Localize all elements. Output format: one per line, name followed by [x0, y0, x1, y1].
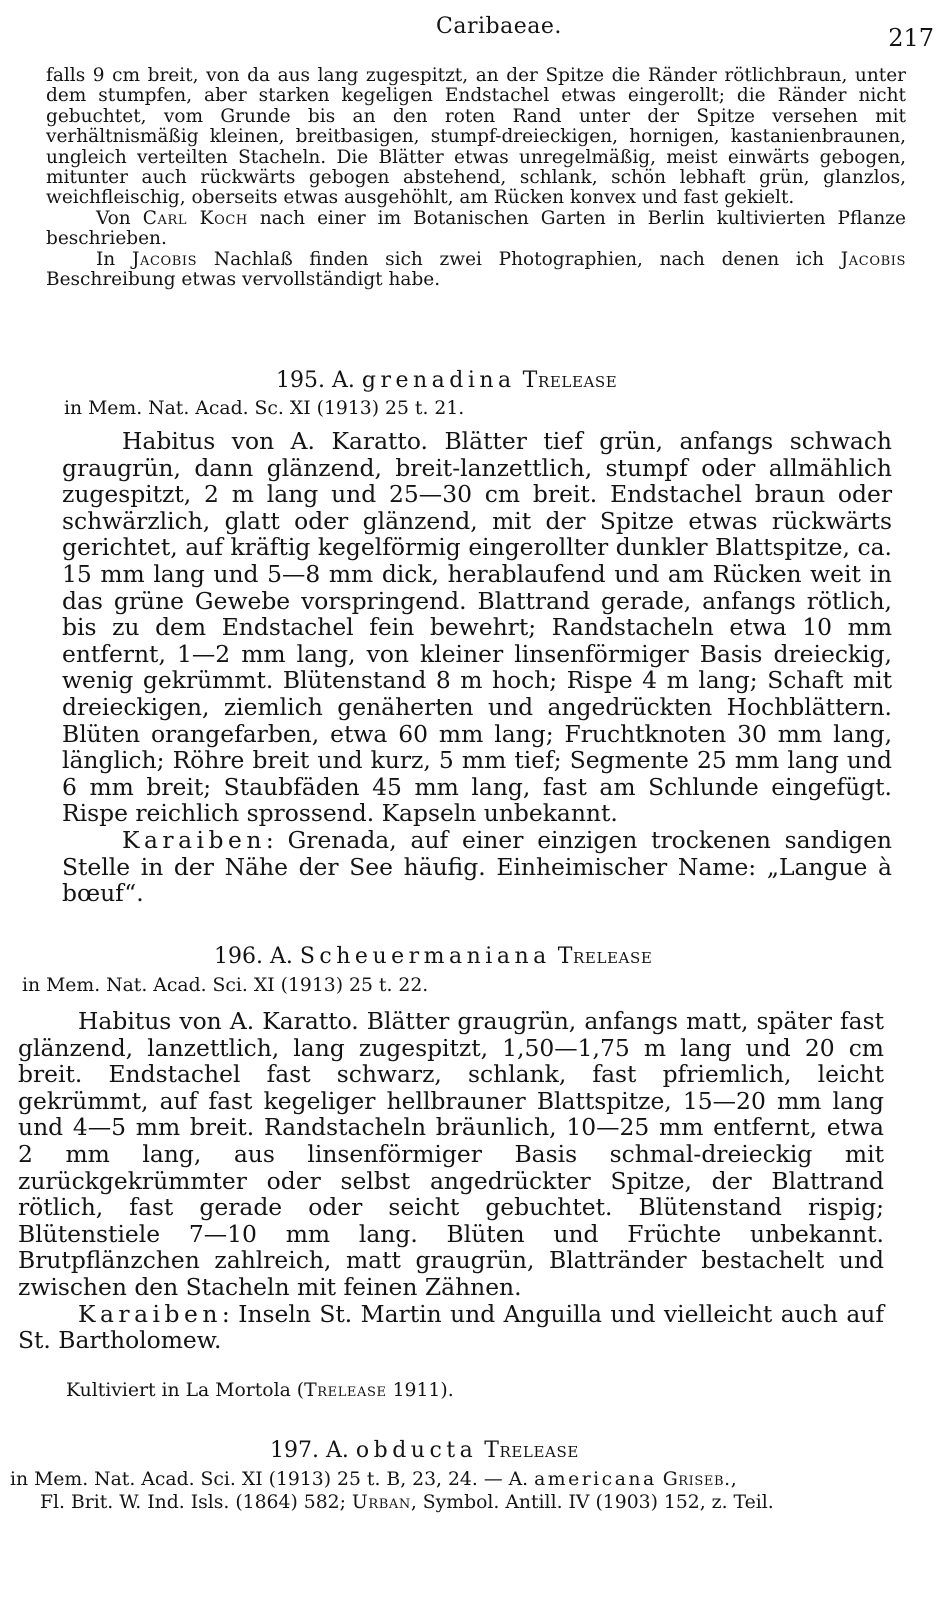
cultivation-note-196 — [66, 1380, 454, 1402]
text-fragment: 1911). — [386, 1380, 454, 1401]
text-fragment: Nachlaß finden sich zwei Photographien, nach denen ich — [197, 248, 841, 270]
text-fragment: Fl. Brit. W. Ind. Isls. (1864) 582; — [40, 1492, 352, 1513]
distribution-text: : Grenada, auf einer einzigen trockenen sandigen Stelle in der Nähe der See häufig. Einheimischer Name: „Langue à bœuf“. — [62, 825, 892, 908]
description-195: Habitus von A. Karatto. Blätter tief grün, anfangs schwach graugrün, dann glänzend, breit-lanzettlich, stumpf oder allmählich zugespitzt, 2 m lang und 25—30 cm breit. Endstachel braun oder schwärzlich, glatt oder glänzend, mit der Spitze etwas rückwärts gerichtet, auf kräftig kegelförmig eingerollter dunkler Blattspitze, ca. 15 mm lang und 5—8 mm dick, herablaufend und am Rücken weit in das grüne Gewebe vorspringend. Blattrand gerade, anfangs rötlich, bis zu dem Endstachel fein bewehrt; Randstacheln etwa 10 mm entfernt, 1—2 mm lang, von kleiner linsenförmiger Basis dreieckig, wenig gekrümmt. Blütenstand 8 m hoch; Rispe 4 m lang; Schaft mit dreieckigen, ziemlich genäherten und angedrückten Hochblättern. Blüten orangefarben, etwa 60 mm lang; Fruchtknoten 30 mm lang, länglich; Röhre breit und kurz, 5 mm tief; Segmente 25 mm lang und 6 mm breit; Staubfäden 45 mm lang, fast am Schlunde eingefügt. Rispe reichlich sprossend. Kapseln unbekannt. — [62, 427, 892, 828]
species-epithet: obducta — [355, 1438, 478, 1463]
text-fragment: in Mem. Nat. Acad. Sci. XI (1913) 25 t. B, 23, 24. — A. — [10, 1469, 535, 1490]
text-fragment: Kultiviert in La Mortola ( — [66, 1380, 305, 1401]
running-head: Caribaeae. — [436, 14, 562, 39]
synonym-epithet: americana — [534, 1469, 657, 1490]
page-number: 217 — [888, 24, 934, 52]
species-epithet: Scheuermaniana — [299, 944, 551, 969]
citation-197-line2 — [40, 1492, 774, 1514]
species-number: 197. A. — [270, 1438, 356, 1463]
species-author: Trelease — [522, 368, 618, 393]
species-number: 196. A. — [214, 944, 300, 969]
author-name: Trelease — [304, 1380, 387, 1401]
text-fragment: In — [96, 248, 132, 270]
source-note-jacobi — [46, 250, 906, 291]
continuation-paragraph: falls 9 cm breit, von da aus lang zugespitzt, an der Spitze die Ränder rötlichbraun, unter dem stumpfen, aber starken kegeligen Endstachel etwas eingerollt; die Ränder nicht gebuchtet, vom Grunde bis an den roten Rand unter der Spitze versehen mit verhältnismäßig kleinen, breitbasigen, stumpf-dreieckigen, hornigen, kastanienbraunen, ungleich verteilten Stacheln. Die Blätter etwas unregelmäßig, meist einwärts gebogen, mitunter auch rückwärts gebogen abstehend, schlank, schön lebhaft grün, glanzlos, weichfleischig, oberseits etwas ausgehöhlt, am Rücken konvex und fast gekielt. — [46, 65, 906, 209]
text-fragment: nach einer im Botanischen Garten in Berlin kultivierten Pflanze beschrieben. — [46, 207, 906, 250]
author-name: Urban — [351, 1492, 411, 1513]
author-name: Jacobis — [131, 248, 198, 270]
text-fragment: Beschreibung etwas vervollständigt habe. — [46, 269, 441, 291]
text-fragment: , Symbol. Antill. IV (1903) 152, z. Teil. — [410, 1492, 774, 1513]
distribution-195 — [62, 827, 892, 907]
page-header — [0, 14, 952, 52]
species-description-195 — [62, 428, 892, 907]
distribution-label: Karaiben — [122, 825, 266, 854]
author-name: Griseb. — [662, 1469, 731, 1490]
species-heading-196 — [214, 944, 652, 969]
description-196: Habitus von A. Karatto. Blätter graugrün, anfangs matt, später fast glänzend, lanzettlich, lang zugespitzt, 1,50—1,75 m lang und 20 cm breit. Endstachel fast schwarz, schlank, fast pfriemlich, leicht gekrümmt, auf fast kegeliger hellbrauner Blattspitze, 15—20 mm lang und 4—5 mm breit. Randstacheln bräunlich, 10—25 mm entfernt, etwa 2 mm lang, aus linsenförmiger Basis schmal-dreieckig mit zurückgekrümmter oder selbst angedrückter Spitze, der Blattrand rötlich, fast gerade oder seicht gebuchtet. Blütenstand rispig; Blütenstiele 7—10 mm lang. Blüten und Früchte unbekannt. Brutpflänzchen zahlreich, matt graugrün, Blattränder bestachelt und zwischen den Stacheln mit feinen Zähnen. — [18, 1007, 884, 1301]
citation-197-line1 — [10, 1469, 737, 1491]
author-name: Carl Koch — [142, 207, 248, 229]
species-heading-197 — [270, 1438, 579, 1463]
citation-196: in Mem. Nat. Acad. Sci. XI (1913) 25 t. 22. — [22, 975, 429, 996]
species-heading-195 — [276, 368, 617, 393]
distribution-text: : Inseln St. Martin und Anguilla und vielleicht auch auf St. Bartholomew. — [18, 1299, 884, 1355]
previous-entry-continuation — [46, 66, 906, 290]
distribution-label: Karaiben — [78, 1299, 222, 1328]
species-author: Trelease — [557, 944, 653, 969]
text-fragment: Von — [96, 207, 143, 229]
species-author: Trelease — [484, 1438, 579, 1463]
species-description-196 — [18, 1008, 884, 1354]
source-note-koch — [46, 209, 906, 250]
author-name: Jacobis — [840, 248, 906, 270]
species-number: 195. A. — [276, 368, 362, 393]
species-epithet: grenadina — [361, 368, 516, 393]
text-fragment: , — [730, 1469, 737, 1490]
citation-195: in Mem. Nat. Acad. Sc. XI (1913) 25 t. 21. — [64, 398, 465, 419]
distribution-196 — [18, 1301, 884, 1354]
